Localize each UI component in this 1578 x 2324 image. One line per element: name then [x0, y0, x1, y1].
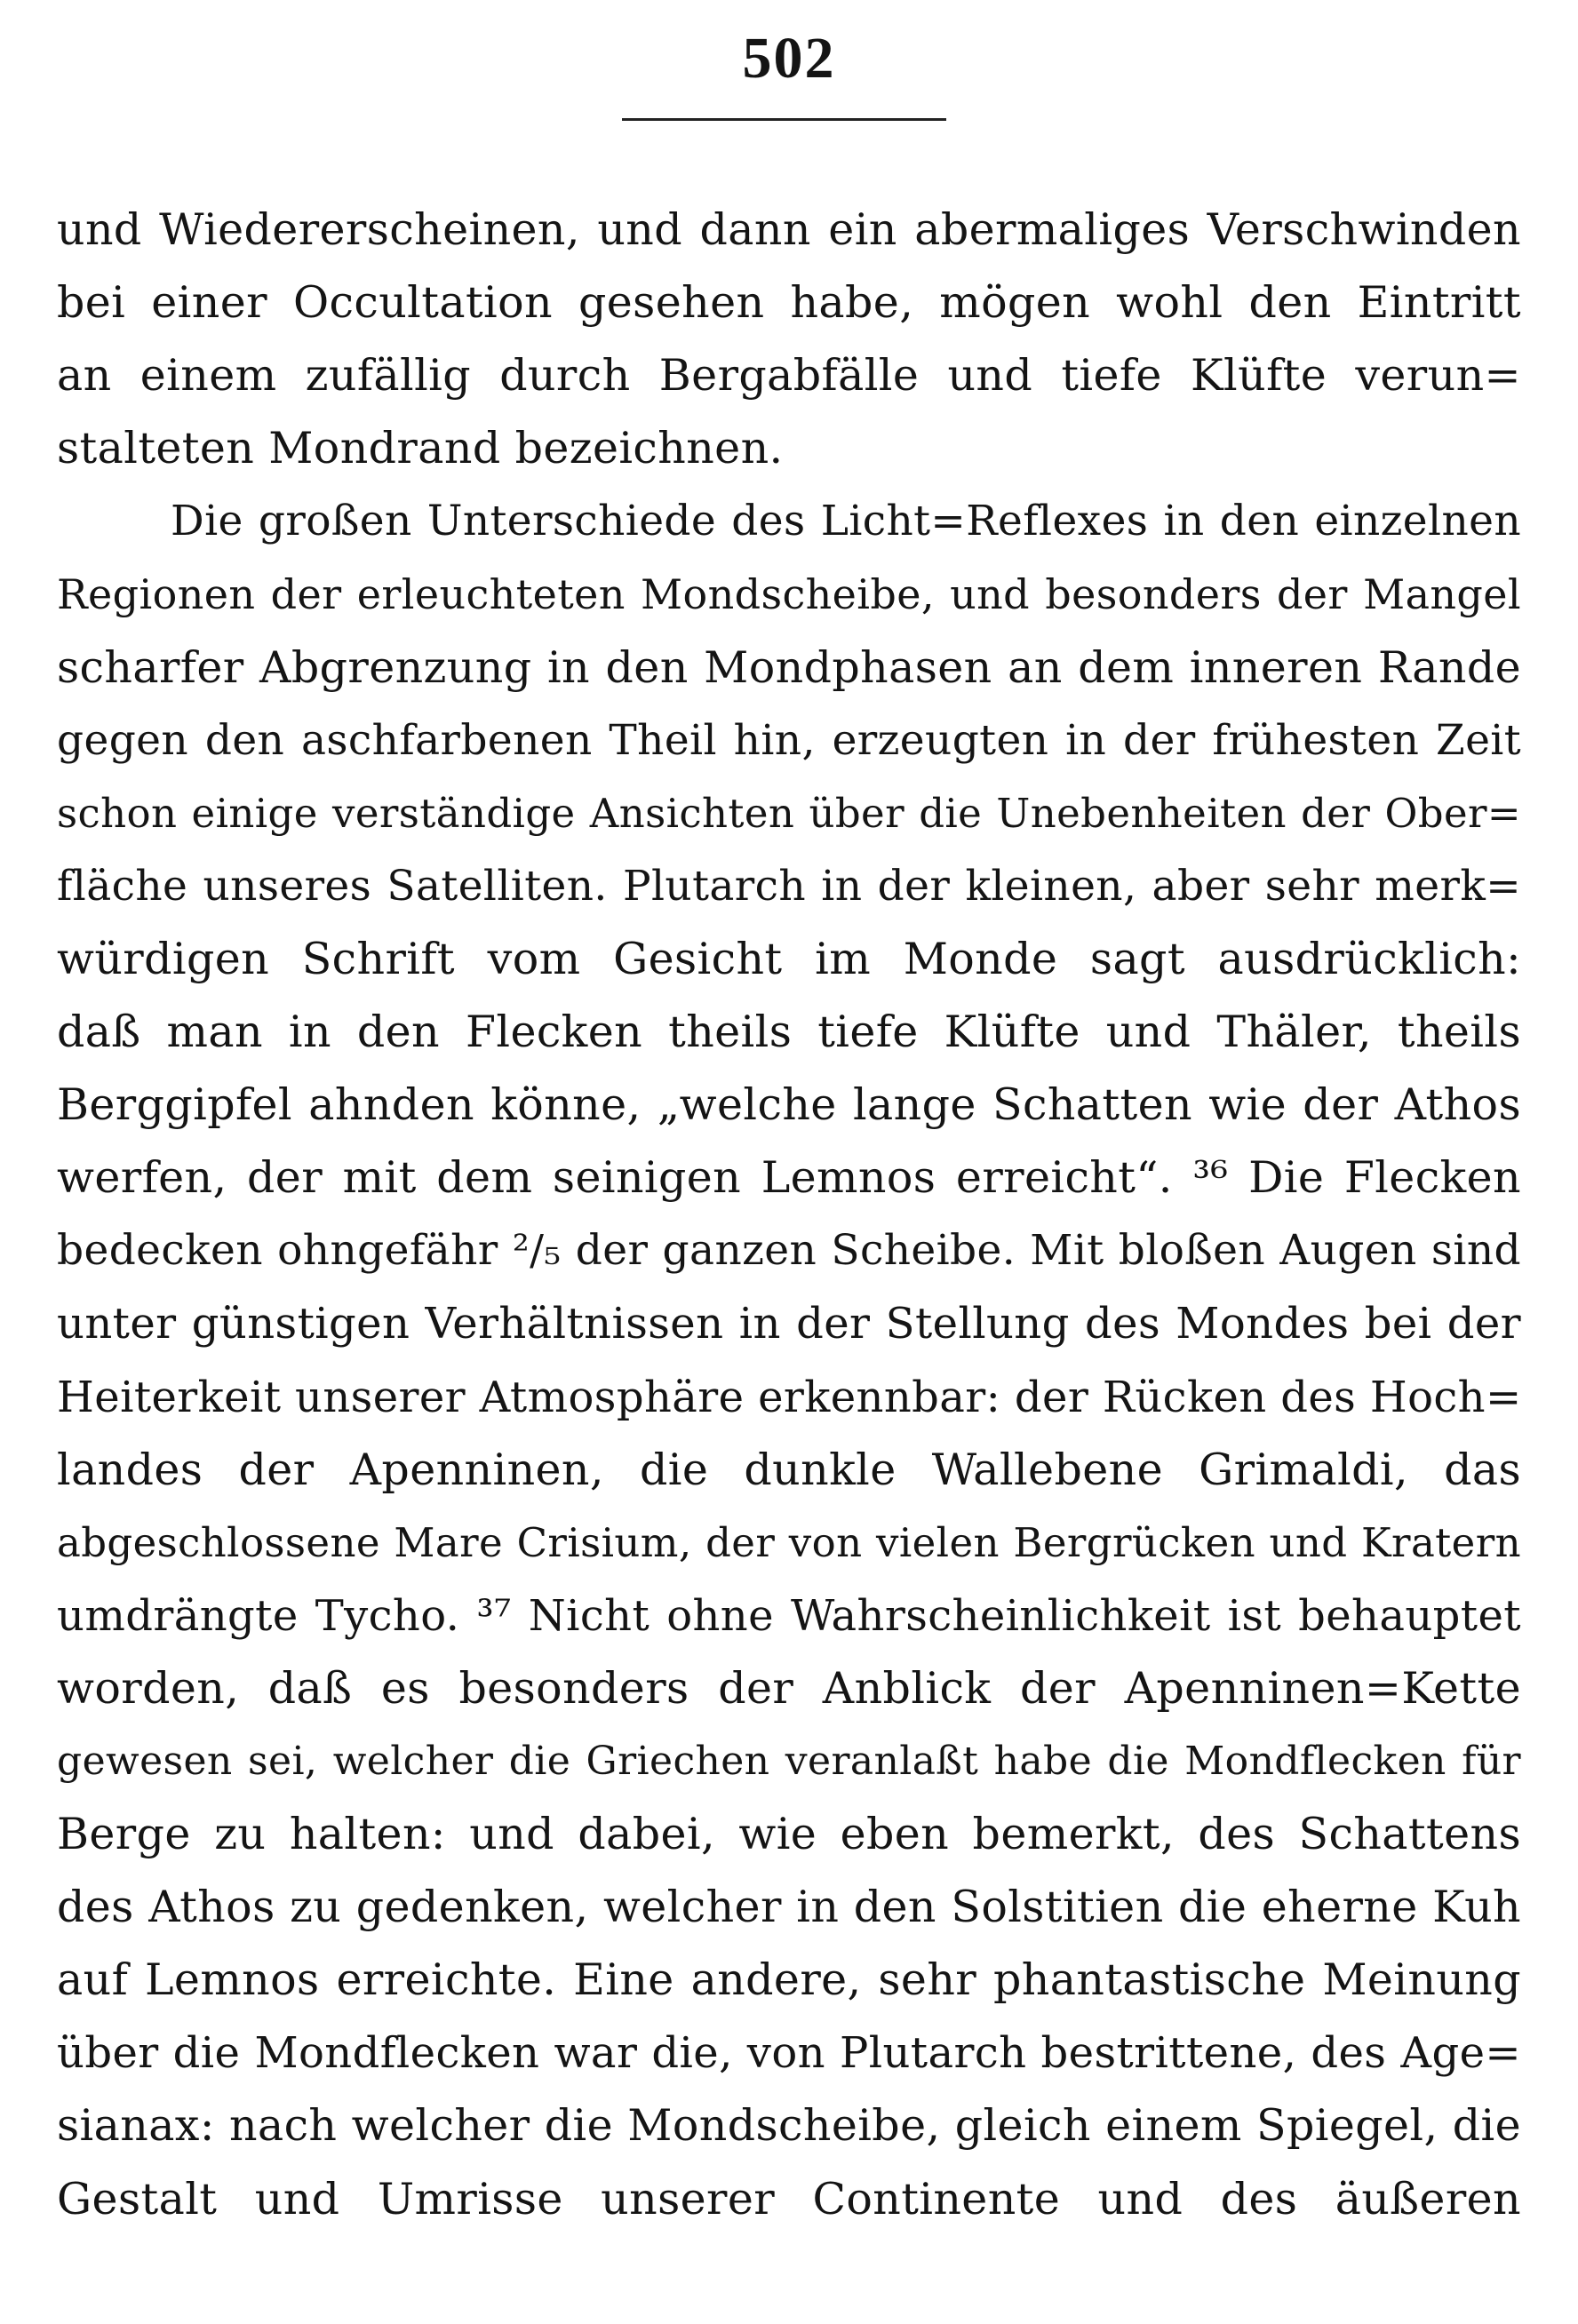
- text-line: Berge zu halten: und dabei, wie eben bemerkt, des Schattens: [57, 1809, 1521, 1860]
- text-line: über die Mondflecken war die, von Plutarch bestrittene, des Age=: [57, 2028, 1521, 2079]
- text-line: worden, daß es besonders der Anblick der Apenninen=Kette: [57, 1662, 1521, 1714]
- text-line: werfen, der mit dem seinigen Lemnos erreicht“. ³⁶ Die Flecken: [57, 1152, 1521, 1204]
- text-line: bedecken ohngefähr ²/₅ der ganzen Scheibe. Mit bloßen Augen sind: [57, 1226, 1521, 1276]
- text-line: Berggipfel ahnden könne, „welche lange Schatten wie der Athos: [57, 1079, 1521, 1131]
- text-line: und Wiedererscheinen, und dann ein abermaliges Verschwinden: [57, 204, 1521, 255]
- text-line: scharfer Abgrenzung in den Mondphasen an dem inneren Rande: [57, 641, 1521, 693]
- text-line: Gestalt und Umrisse unserer Continente und des äußeren: [57, 2173, 1521, 2225]
- body-text: [57, 194, 1521, 2236]
- text-line: gegen den aschfarbenen Theil hin, erzeugten in der frühesten Zeit: [57, 715, 1521, 765]
- text-line: schon einige verständige Ansichten über die Unebenheiten der Ober=: [57, 789, 1521, 837]
- header-rule: [622, 118, 946, 121]
- text-line: Heiterkeit unserer Atmosphäre erkennbar: der Rücken des Hoch=: [57, 1372, 1522, 1422]
- text-line: sianax: nach welcher die Mondscheibe, gleich einem Spiegel, die: [57, 2100, 1521, 2152]
- text-line: bei einer Occultation gesehen habe, mögen wohl den Eintritt: [57, 277, 1521, 329]
- text-line: Die großen Unterschiede des Licht=Reflexes in den einzelnen: [171, 497, 1521, 546]
- page-number: 502: [742, 26, 836, 91]
- text-line: auf Lemnos erreichte. Eine andere, sehr phantastische Meinung: [57, 1954, 1521, 2006]
- text-line: landes der Apenninen, die dunkle Wallebene Grimaldi, das: [57, 1444, 1521, 1495]
- text-line: gewesen sei, welcher die Griechen veranlaßt habe die Mondflecken für: [57, 1738, 1521, 1784]
- text-line: abgeschlossene Mare Crisium, der von vielen Bergrücken und Kratern: [57, 1518, 1521, 1566]
- text-line: an einem zufällig durch Bergabfälle und tiefe Klüfte verun=: [57, 350, 1521, 402]
- text-line: des Athos zu gedenken, welcher in den Solstitien die eherne Kuh: [57, 1882, 1521, 1933]
- text-line: unter günstigen Verhältnissen in der Stellung des Mondes bei der: [57, 1299, 1521, 1349]
- text-line: würdigen Schrift vom Gesicht im Monde sagt ausdrücklich:: [57, 933, 1521, 984]
- text-line: Regionen der erleuchteten Mondscheibe, und besonders der Mangel: [57, 570, 1521, 619]
- text-line: umdrängte Tycho. ³⁷ Nicht ohne Wahrscheinlichkeit ist behauptet: [57, 1590, 1521, 1641]
- text-line: daß man in den Flecken theils tiefe Klüfte und Thäler, theils: [57, 1007, 1521, 1058]
- text-line: stalteten Mondrand bezeichnen.: [57, 423, 784, 474]
- text-line: fläche unseres Satelliten. Plutarch in der kleinen, aber sehr merk=: [57, 861, 1521, 911]
